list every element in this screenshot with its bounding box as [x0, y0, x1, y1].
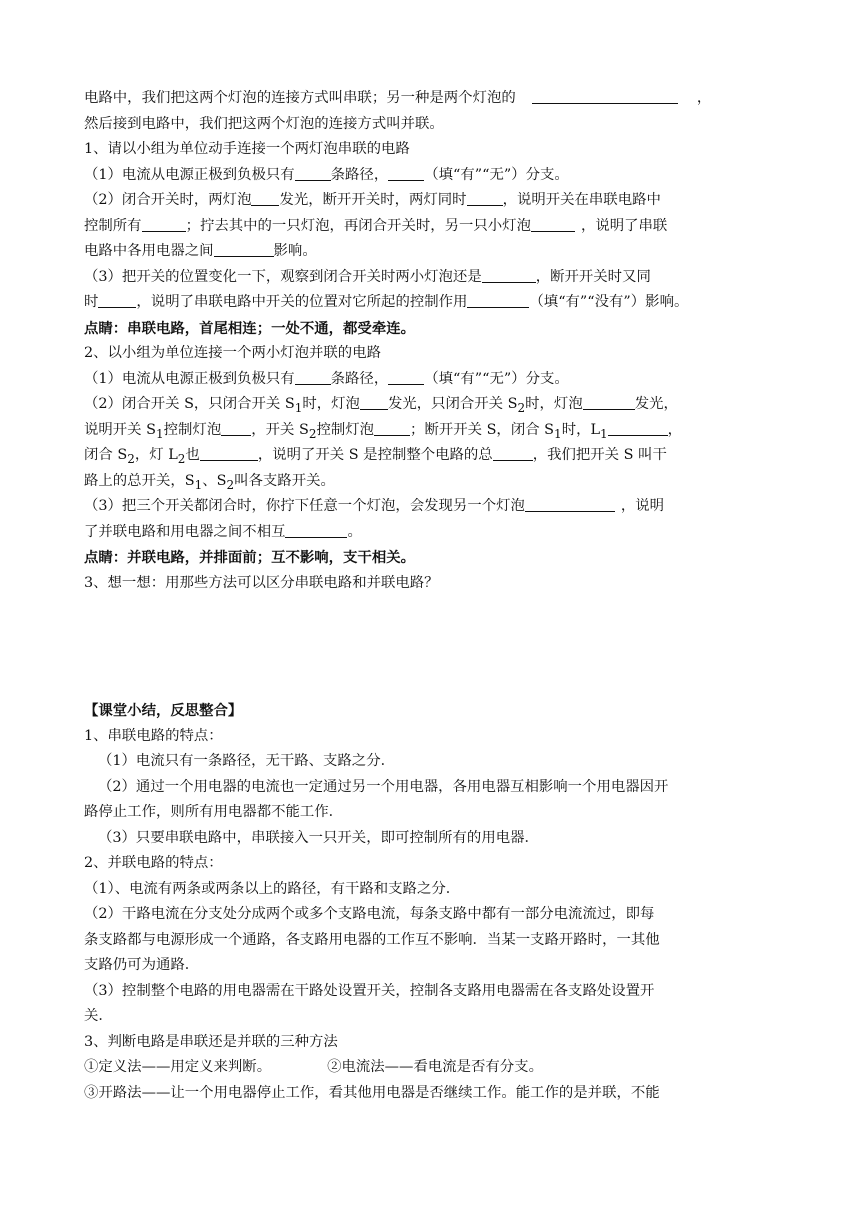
- text: 叫各支路开关。: [234, 472, 335, 489]
- text: ，断开开关时又同: [535, 268, 651, 285]
- text: 条支路都与电源形成一个通路，各支路用电器的工作互不影响．当某一支路开路时，一其他: [84, 931, 660, 948]
- blank[interactable]: [388, 368, 424, 385]
- text: 3、想一想：用那些方法可以区分串联电路和并联电路？: [84, 574, 439, 591]
- subscript: 1: [554, 426, 562, 441]
- summary-s2b-line2: [84, 928, 778, 954]
- q2-part2-line2: [84, 418, 778, 444]
- blank[interactable]: [251, 189, 279, 206]
- intro-line-2: [84, 112, 778, 138]
- intro-line-1: [84, 86, 778, 112]
- text: （3）把开关的位置变化一下，观察到闭合开关时两小灯泡还是: [84, 268, 482, 285]
- text: 点睛：并联电路，并排面前；互不影响，支干相关。: [84, 549, 415, 566]
- text: 了并联电路和用电器之间不相互: [84, 523, 286, 540]
- text: 、S: [202, 472, 227, 489]
- summary-s3-methods: [84, 1055, 778, 1081]
- q1-part2-line2: [84, 214, 778, 240]
- text: 时: [84, 294, 99, 310]
- summary-s1a: [84, 749, 778, 775]
- q1-part1: [84, 163, 778, 189]
- text: 时，L: [561, 421, 601, 438]
- blank[interactable]: [360, 393, 388, 410]
- blank[interactable]: [525, 495, 615, 512]
- blank[interactable]: [142, 215, 186, 232]
- subscript: 1: [600, 426, 608, 441]
- subscript: 2: [127, 451, 135, 466]
- text: 2、并联电路的特点：: [84, 855, 223, 871]
- text: 点睛：串联电路，首尾相连；一处不通，都受牵连。: [84, 319, 415, 337]
- q2-tip: [84, 545, 778, 571]
- text: 控制灯泡: [316, 421, 375, 438]
- summary-s1c: [84, 826, 778, 852]
- subscript: 2: [226, 477, 235, 492]
- method-current: ②电流法——看电流是否有分支。: [327, 1059, 543, 1075]
- text: 电路中，我们把这两个灯泡的连接方式叫串联；另一种是两个灯泡的: [84, 90, 516, 106]
- text: 说明开关 S: [84, 421, 156, 438]
- blank[interactable]: [608, 419, 668, 436]
- text: ③开路法——让一个用电器停止工作，看其他用电器是否继续工作。能工作的是并联，不能: [84, 1084, 660, 1101]
- text: （填“有”“没有”）影响。: [529, 294, 689, 310]
- q1-part3-line2: [84, 290, 778, 316]
- text: 然后接到电路中，我们把这两个灯泡的连接方式叫并联。: [84, 115, 444, 132]
- text: ，说明开关在串联电路中: [502, 192, 661, 208]
- q2-part3-line1: [84, 494, 778, 520]
- text: （3）只要串联电路中，串联接入一只开关，即可控制所有的用电器．: [98, 829, 539, 846]
- text: ；断开开关 S，闭合 S: [410, 421, 555, 438]
- subscript: 1: [294, 400, 303, 415]
- blank[interactable]: [200, 444, 258, 461]
- text: 控制灯泡: [163, 421, 222, 438]
- summary-s2c-line2: [84, 1004, 778, 1030]
- text: 3、判断电路是串联还是并联的三种方法: [84, 1033, 338, 1050]
- text: ，说明: [620, 498, 665, 514]
- summary-s2c-line1: [84, 979, 778, 1005]
- text: （填“有”“无”）分支。: [424, 166, 569, 183]
- text: 控制所有: [84, 217, 142, 234]
- q1-part3-line1: [84, 265, 778, 291]
- text: （2）闭合开关时，两灯泡: [84, 192, 252, 208]
- text: 关．: [84, 1008, 113, 1024]
- text: （1）电流只有一条路径，无干路、支路之分．: [98, 753, 395, 769]
- text: ，说明了串联电路中开关的位置对它所起的控制作用: [136, 294, 468, 310]
- text: ，: [696, 90, 712, 106]
- text: 发光，只闭合开关 S: [387, 396, 518, 412]
- text: ，说明了开关 S 是控制整个电路的总: [257, 447, 493, 463]
- blank[interactable]: [467, 189, 503, 206]
- blank[interactable]: [532, 87, 678, 104]
- q1-title: [84, 137, 778, 163]
- summary-s1: [84, 724, 778, 750]
- text: ，灯 L: [134, 447, 178, 463]
- q1-tip: [84, 316, 778, 342]
- q2-part2-line4: [84, 469, 778, 495]
- text: 时，灯泡: [302, 396, 360, 412]
- text: （1）电流从电源正极到负极只有: [84, 370, 295, 387]
- document-page: [84, 86, 778, 1106]
- text: ；拧去其中的一只灯泡，再闭合开关时，另一只小灯泡: [185, 217, 531, 234]
- text: 条路径，: [330, 166, 389, 183]
- blank[interactable]: [482, 266, 536, 283]
- q2-part3-line2: [84, 520, 778, 546]
- blank[interactable]: [221, 419, 251, 436]
- text: 2、以小组为单位连接一个两小灯泡并联的电路: [84, 345, 381, 361]
- blank[interactable]: [295, 164, 331, 181]
- text: （2）闭合开关 S，只闭合开关 S: [84, 396, 295, 412]
- text: 【课堂小结，反思整合】: [84, 702, 243, 719]
- text: （3）控制整个电路的用电器需在干路处设置开关，控制各支路用电器需在各支路处设置开: [84, 982, 655, 999]
- summary-s1b-line1: [84, 775, 778, 801]
- text: （3）把三个开关都闭合时，你拧下任意一个灯泡，会发现另一个灯泡: [84, 498, 525, 514]
- summary-s1b-line2: [84, 800, 778, 826]
- blank[interactable]: [531, 215, 575, 232]
- text: 电路中各用电器之间: [84, 243, 214, 259]
- blank[interactable]: [374, 419, 410, 436]
- blank[interactable]: [285, 521, 347, 538]
- text: ，我们把开关 S 叫干: [532, 447, 667, 463]
- text: ，说明了串联: [580, 217, 668, 234]
- summary-heading: [84, 698, 778, 724]
- subscript: 2: [517, 400, 526, 415]
- text: 1、请以小组为单位动手连接一个两灯泡串联的电路: [84, 141, 410, 157]
- q2-title: [84, 341, 778, 367]
- subscript: 1: [156, 426, 164, 441]
- text: ，开关 S: [251, 421, 309, 438]
- blank[interactable]: [388, 164, 424, 181]
- summary-s2: [84, 851, 778, 877]
- summary-s2b-line3: [84, 953, 778, 979]
- text: （2）干路电流在分支处分成两个或多个支路电流，每条支路中都有一部分电流流过，即每: [84, 906, 655, 922]
- summary-s3c: [84, 1081, 778, 1107]
- summary-s2b-line1: [84, 902, 778, 928]
- text: 时，灯泡: [525, 396, 583, 412]
- method-definition: ①定义法——用定义来判断。: [84, 1059, 272, 1075]
- text: 发光，断开开关时，两灯同时: [279, 192, 467, 208]
- q2-part2-line1: [84, 392, 778, 418]
- q3-title: [84, 571, 778, 597]
- summary-s2a: [84, 877, 778, 903]
- q1-part2-line1: [84, 188, 778, 214]
- text: 路上的总开关，S: [84, 472, 195, 489]
- text: （1）、电流有两条或两条以上的路径，有干路和支路之分．: [84, 880, 461, 897]
- q1-part2-line3: [84, 239, 778, 265]
- text: 。: [347, 523, 362, 540]
- q2-part2-line3: [84, 443, 778, 469]
- blank[interactable]: [493, 444, 533, 461]
- text: 路停止工作，则所有用电器都不能工作．: [84, 804, 344, 820]
- q2-part1: [84, 367, 778, 393]
- text: 闭合 S: [84, 447, 128, 463]
- blank[interactable]: [583, 393, 635, 410]
- blank[interactable]: [467, 291, 529, 308]
- blank[interactable]: [295, 368, 331, 385]
- blank[interactable]: [214, 240, 274, 257]
- blank[interactable]: [98, 291, 136, 308]
- text: 条路径，: [330, 370, 389, 387]
- text: ，: [667, 421, 683, 438]
- text: （填“有”“无”）分支。: [424, 370, 569, 387]
- text: （2）通过一个用电器的电流也一定通过另一个用电器，各用电器互相影响一个用电器因开: [98, 778, 669, 795]
- text: （1）电流从电源正极到负极只有: [84, 166, 295, 183]
- answer-space[interactable]: [84, 596, 778, 698]
- subscript: 2: [177, 451, 186, 466]
- text: 1、串联电路的特点：: [84, 727, 223, 744]
- subscript: 2: [308, 426, 317, 441]
- text: 也: [185, 447, 200, 463]
- text: 支路仍可为通路．: [84, 957, 200, 973]
- text: 发光，: [634, 396, 678, 412]
- text: 影响。: [273, 243, 317, 259]
- subscript: 1: [194, 477, 203, 492]
- summary-s3: [84, 1030, 778, 1056]
